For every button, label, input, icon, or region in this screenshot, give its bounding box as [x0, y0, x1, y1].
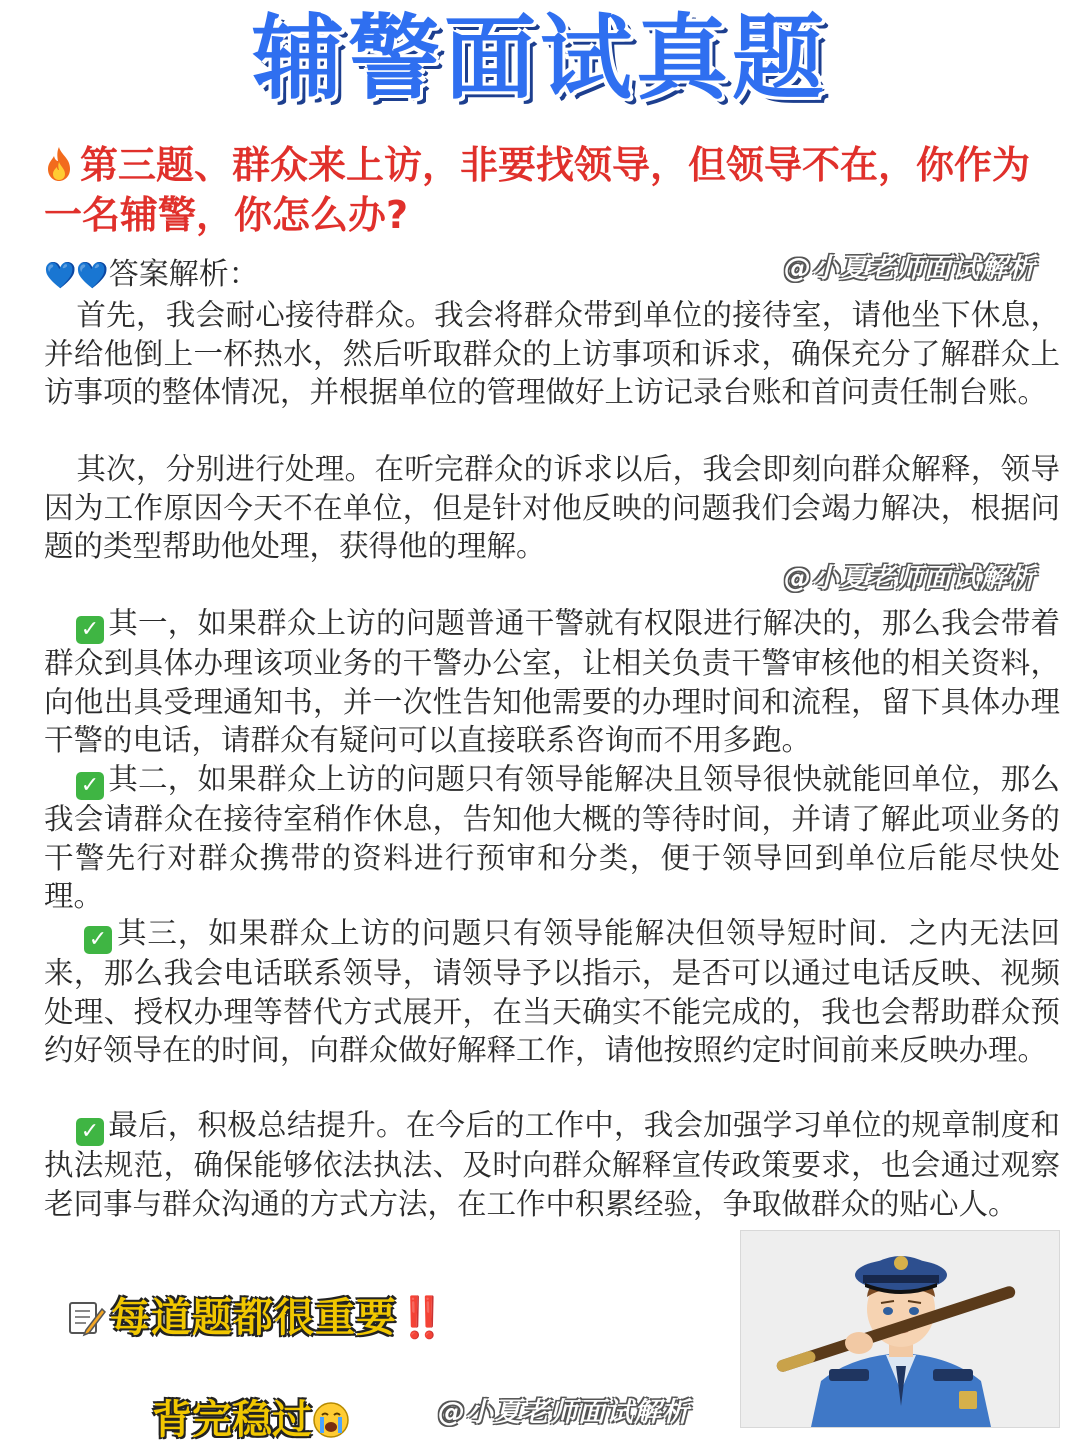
- point-text: 其三，如果群众上访的问题只有领导能解决但领导短时间．之内无法回来，那么我会电话联系领导，请领导予以指示，是否可以通过电话反映、视频处理、授权办理等替代方式展开，在当天确实不能完成的，我也会帮助群众预约好领导在的时间，向群众做好解释工作，请他按照约定时间前来反映办理。: [44, 916, 1060, 1068]
- answer-heading: [44, 256, 259, 295]
- police-officer-illustration: [740, 1230, 1060, 1428]
- page-title: 辅警面试真题: [251, 5, 828, 112]
- check-mark-icon: ✓: [76, 772, 104, 800]
- point-three: [44, 914, 1060, 1070]
- memo-icon: [66, 1297, 106, 1337]
- paragraph-second: [44, 450, 1060, 566]
- paragraph-text: 首先，我会耐心接待群众。我会将群众带到单位的接待室，请他坐下休息，并给他倒上一杯热水，然后听取群众的上访事项和诉求，确保充分了解群众上访事项的整体情况，并根据单位的管理做好上访记录台账和首问责任制台账。: [44, 298, 1060, 410]
- question-heading: [44, 140, 1044, 240]
- point-text: 其二，如果群众上访的问题只有领导能解决且领导很快就能回单位，那么我会请群众在接待室稍作休息，告知他大概的等待时间，并请了解此项业务的干警先行对群众携带的资料进行预审和分类，便于领导回到单位后能尽快处理。: [44, 762, 1060, 914]
- question-text: 第三题、群众来上访，非要找领导，但领导不在，你作为一名辅警，你怎么办?: [44, 143, 1031, 237]
- check-mark-icon: ✓: [84, 926, 112, 954]
- blue-heart-icon: 💙💙: [44, 261, 109, 291]
- paragraph-first: [44, 296, 1060, 412]
- watermark: @小夏老师面试解析: [438, 1397, 690, 1428]
- point-one: [44, 604, 1060, 760]
- point-text: 最后，积极总结提升。在今后的工作中，我会加强学习单位的规章制度和执法规范，确保能够依法执法、及时向群众解释宣传政策要求，也会通过观察老同事与群众沟通的方式方法，在工作中积累经验，争取做群众的贴心人。: [44, 1108, 1060, 1221]
- paragraph-text: 其次，分别进行处理。在听完群众的诉求以后，我会即刻向群众解释，领导因为工作原因今天不在单位，但是针对他反映的问题我们会竭力解决，根据问题的类型帮助他处理，获得他的理解。: [44, 452, 1060, 564]
- important-text: 每道题都很重要: [110, 1295, 397, 1341]
- answer-heading-text: 答案解析：: [108, 257, 259, 292]
- double-exclamation-icon: ‼️: [397, 1295, 448, 1341]
- recite-note: [152, 1388, 350, 1445]
- point-two: [44, 760, 1060, 916]
- check-mark-icon: ✓: [76, 616, 104, 644]
- watermark: @小夏老师面试解析: [784, 563, 1036, 594]
- fire-icon: [44, 146, 74, 182]
- police-officer-icon: [741, 1231, 1059, 1427]
- recite-text: 背完稳过: [152, 1397, 312, 1443]
- check-mark-icon: ✓: [76, 1118, 104, 1146]
- important-note: [66, 1286, 448, 1343]
- crying-face-icon: [312, 1401, 350, 1439]
- watermark: @小夏老师面试解析: [784, 253, 1036, 284]
- point-final: [44, 1106, 1060, 1223]
- point-text: 其一，如果群众上访的问题普通干警就有权限进行解决的，那么我会带着群众到具体办理该项业务的干警办公室，让相关负责干警审核他的相关资料，向他出具受理通知书，并一次性告知他需要的办理时间和流程，留下具体办理干警的电话，请群众有疑问可以直接联系咨询而不用多跑。: [44, 606, 1060, 758]
